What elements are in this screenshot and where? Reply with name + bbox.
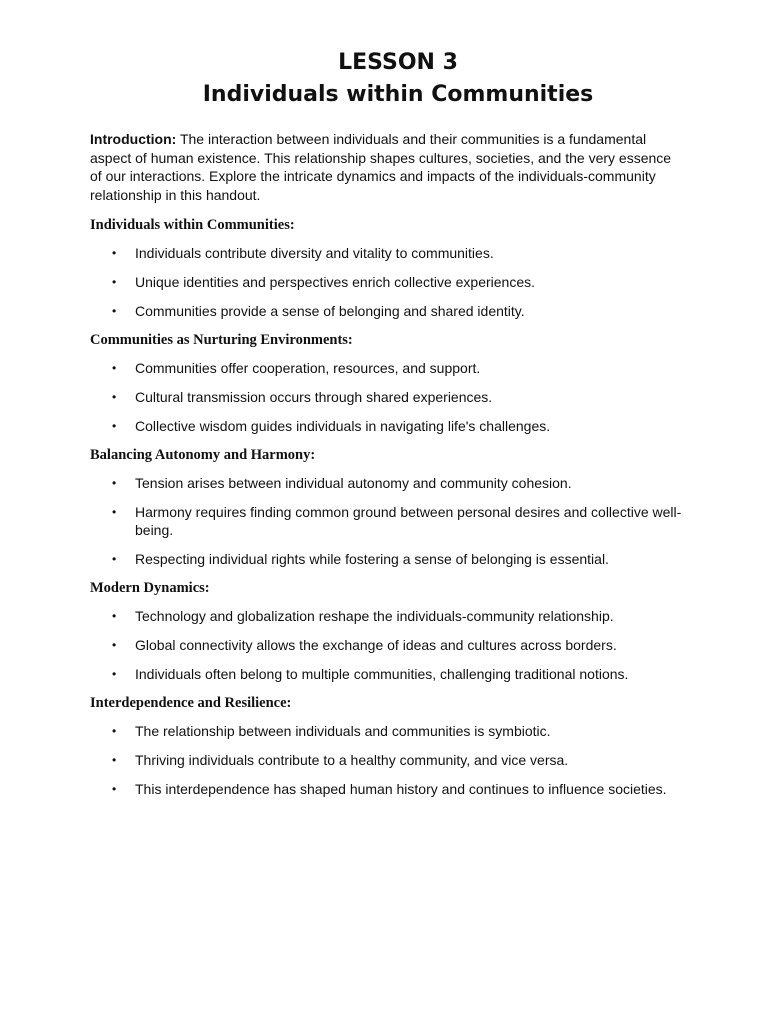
bullet-icon: • [112, 638, 117, 652]
bullet-icon: • [112, 753, 117, 767]
list-item-text: Harmony requires finding common ground between personal desires and collective well-being. [135, 504, 682, 538]
bullet-icon: • [112, 304, 117, 318]
list-item-text: Unique identities and perspectives enrich collective experiences. [135, 274, 535, 290]
list-item-text: Global connectivity allows the exchange of ideas and cultures across borders. [135, 637, 617, 653]
list-item [90, 607, 695, 625]
bullet-icon: • [112, 419, 117, 433]
list-item-text: Communities offer cooperation, resources, and support. [135, 360, 481, 376]
section-modern [90, 579, 688, 683]
bullet-icon: • [112, 246, 117, 260]
list-item-text: The relationship between individuals and communities is symbiotic. [135, 723, 551, 739]
bullet-icon: • [112, 361, 117, 375]
list-item-text: Collective wisdom guides individuals in navigating life's challenges. [135, 418, 551, 434]
list-item-text: Tension arises between individual autonomy and community cohesion. [135, 475, 572, 491]
introduction-paragraph [90, 130, 680, 204]
bullet-icon: • [112, 724, 117, 738]
bullet-icon: • [112, 552, 117, 566]
section-heading: Communities as Nurturing Environments: [90, 332, 353, 348]
bullet-icon: • [112, 275, 117, 289]
list-item [90, 359, 695, 377]
bullet-icon: • [112, 667, 117, 681]
introduction-label: Introduction: [90, 131, 177, 147]
list-item [90, 722, 695, 740]
list-item-text: Communities provide a sense of belonging and shared identity. [135, 303, 525, 319]
list-item [90, 244, 695, 262]
document-title [90, 48, 688, 112]
section-heading: Modern Dynamics: [90, 580, 210, 596]
section-heading: Interdependence and Resilience: [90, 695, 292, 711]
bullet-icon: • [112, 505, 117, 519]
bullet-list [90, 474, 688, 568]
list-item [90, 751, 695, 769]
list-item-text: Cultural transmission occurs through shared experiences. [135, 389, 493, 405]
introduction-text: The interaction between individuals and their communities is a fundamental aspect of human existence. This relationship shapes cultures, societies, and the very essence of our interactions. Explore the intricate dynamics and impacts of the individuals-community relationship in this handout. [90, 131, 672, 203]
lesson-number: LESSON 3 [338, 50, 458, 75]
list-item [90, 273, 695, 291]
bullet-icon: • [112, 476, 117, 490]
list-item [90, 302, 695, 320]
list-item [90, 780, 695, 798]
lesson-title: Individuals within Communities [202, 82, 594, 107]
section-nurturing [90, 331, 688, 435]
bullet-list [90, 244, 688, 320]
list-item [90, 636, 695, 654]
list-item [90, 388, 695, 406]
list-item-text: Technology and globalization reshape the individuals-community relationship. [135, 608, 614, 624]
bullet-icon: • [112, 390, 117, 404]
bullet-list [90, 359, 688, 435]
bullet-list [90, 722, 688, 798]
section-interdependence [90, 694, 688, 798]
list-item-text: This interdependence has shaped human history and continues to influence societies. [135, 781, 667, 797]
list-item-text: Respecting individual rights while fostering a sense of belonging is essential. [135, 551, 609, 567]
list-item [90, 503, 695, 539]
list-item [90, 474, 695, 492]
list-item-text: Individuals contribute diversity and vitality to communities. [135, 245, 494, 261]
section-balancing [90, 446, 688, 568]
list-item [90, 550, 695, 568]
list-item-text: Individuals often belong to multiple communities, challenging traditional notions. [135, 666, 629, 682]
section-heading: Individuals within Communities: [90, 217, 295, 233]
list-item-text: Thriving individuals contribute to a healthy community, and vice versa. [135, 752, 569, 768]
section-heading: Balancing Autonomy and Harmony: [90, 447, 316, 463]
list-item [90, 665, 695, 683]
section-individuals [90, 216, 688, 320]
bullet-icon: • [112, 609, 117, 623]
list-item [90, 417, 695, 435]
bullet-list [90, 607, 688, 683]
bullet-icon: • [112, 782, 117, 796]
